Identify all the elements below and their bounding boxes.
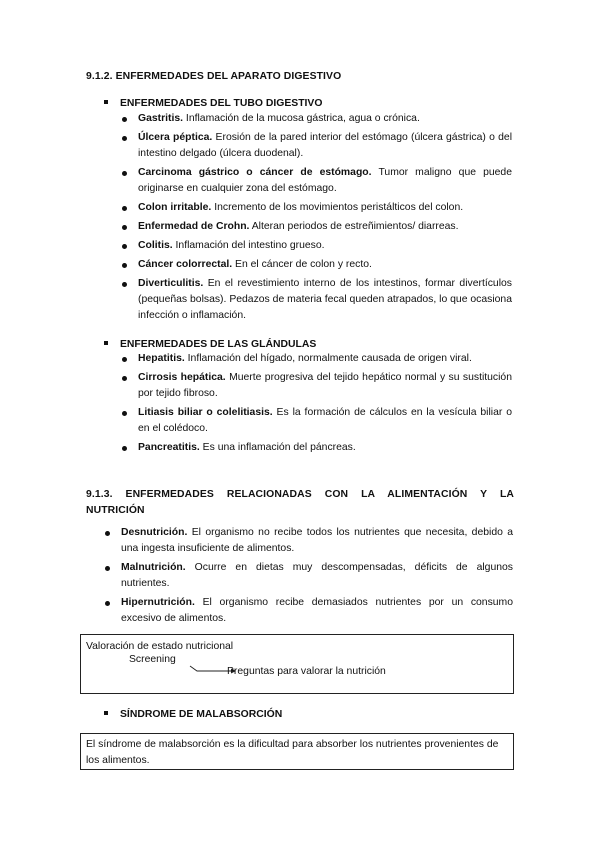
item-term: Pancreatitis.: [138, 442, 200, 453]
subsection-title: SÍNDROME DE MALABSORCIÓN: [120, 709, 283, 720]
item-description: Muerte progresiva del tejido hepático normal y su sustitución por tejido fibroso.: [138, 372, 512, 399]
screening-label: Screening: [129, 654, 176, 665]
square-bullet-icon: [104, 100, 108, 104]
square-bullet-icon: [104, 711, 108, 715]
bullet-icon: [105, 531, 110, 536]
item-term: Carcinoma gástrico o cáncer de estómago.: [138, 167, 372, 178]
item-term: Cáncer colorrectal.: [138, 259, 233, 270]
item-description: Incremento de los movimientos peristálticos del colon.: [211, 202, 464, 213]
item-description: Es la formación de cálculos en la vesícula biliar o en el colédoco.: [138, 407, 512, 434]
list-item: [138, 219, 512, 235]
list-item: [121, 595, 513, 627]
item-description: Erosión de la pared interior del estómago (úlcera gástrica) o del intestino delgado (úlcera duodenal).: [138, 132, 513, 159]
glandulas-disease-list: [138, 351, 512, 459]
item-term: Hepatitis.: [138, 353, 185, 364]
list-item: [138, 200, 512, 216]
malabsorption-definition-box: [80, 733, 514, 770]
item-term: Litiasis biliar o colelitiasis.: [138, 407, 273, 418]
list-item: [138, 440, 512, 456]
subsection-malabsorcion: [104, 707, 282, 723]
square-bullet-icon: [104, 341, 108, 345]
questions-label: Preguntas para valorar la nutrición: [227, 666, 386, 677]
item-term: Enfermedad de Crohn.: [138, 221, 250, 232]
item-term: Diverticulitis.: [138, 278, 204, 289]
item-description: Tumor maligno que puede originarse en cualquier zona del estómago.: [138, 167, 512, 194]
list-item: [138, 130, 512, 162]
item-description: Ocurre en dietas muy descompensadas, déficits de algunos nutrientes.: [121, 562, 513, 589]
bullet-icon: [122, 244, 127, 249]
list-item: [138, 165, 512, 197]
item-term: Colon irritable.: [138, 202, 212, 213]
item-description: Inflamación del hígado, normalmente causada de origen viral.: [184, 353, 472, 364]
bullet-icon: [122, 263, 127, 268]
list-item: [138, 370, 512, 402]
subsection-title: ENFERMEDADES DEL TUBO DIGESTIVO: [120, 98, 323, 109]
item-description: Alteran periodos de estreñimientos/ diarreas.: [249, 221, 459, 232]
nutritional-assessment-box: [80, 634, 514, 694]
item-term: Malnutrición.: [121, 562, 186, 573]
list-item: [121, 525, 513, 557]
list-item: [138, 238, 512, 254]
bullet-icon: [105, 601, 110, 606]
item-term: Gastritis.: [138, 113, 184, 124]
item-description: En el cáncer de colon y recto.: [232, 259, 372, 270]
list-item: [121, 560, 513, 592]
bullet-icon: [122, 136, 127, 141]
item-term: Úlcera péptica.: [138, 132, 213, 143]
section-heading-912: 9.1.2. ENFERMEDADES DEL APARATO DIGESTIVO: [86, 71, 342, 82]
item-description: Inflamación de la mucosa gástrica, agua o crónica.: [183, 113, 420, 124]
subsection-tubo-digestivo: [104, 96, 322, 112]
item-term: Cirrosis hepática.: [138, 372, 226, 383]
bullet-icon: [122, 171, 127, 176]
subsection-title: ENFERMEDADES DE LAS GLÁNDULAS: [120, 339, 317, 350]
item-description: Es una inflamación del páncreas.: [199, 442, 356, 453]
nutrition-disease-list: [121, 525, 513, 630]
assessment-title: Valoración de estado nutricional: [86, 641, 234, 652]
bullet-icon: [122, 376, 127, 381]
bullet-icon: [105, 566, 110, 571]
list-item: [138, 257, 512, 273]
list-item: [138, 351, 512, 367]
tubo-disease-list: [138, 111, 512, 327]
section-heading-913: 9.1.3. ENFERMEDADES RELACIONADAS CON LA ALIMENTACIÓN Y LA NUTRICIÓN: [86, 489, 514, 516]
bullet-icon: [122, 446, 127, 451]
bullet-icon: [122, 117, 127, 122]
list-item: [138, 405, 512, 437]
bullet-icon: [122, 411, 127, 416]
item-description: El organismo no recibe todos los nutrientes que necesita, debido a una ingesta insuficiente de alimentos.: [121, 527, 513, 554]
malabsorption-definition: El síndrome de malabsorción es la dificultad para absorber los nutrientes provenientes de los alimentos.: [86, 739, 499, 766]
bullet-icon: [122, 206, 127, 211]
list-item: [138, 111, 512, 127]
bullet-icon: [122, 225, 127, 230]
list-item: [138, 276, 512, 324]
item-term: Colitis.: [138, 240, 173, 251]
item-term: Desnutrición.: [121, 527, 188, 538]
item-term: Hipernutrición.: [121, 597, 195, 608]
bullet-icon: [122, 357, 127, 362]
item-description: En el revestimiento interno de los intestinos, formar divertículos (pequeñas bolsas). Pedazos de materia fecal queden atrapados, lo que ocasiona infección o inflamación.: [138, 278, 512, 321]
item-description: Inflamación del intestino grueso.: [172, 240, 325, 251]
bullet-icon: [122, 282, 127, 287]
item-description: El organismo recibe demasiados nutrientes por un consumo excesivo de alimentos.: [121, 597, 513, 624]
